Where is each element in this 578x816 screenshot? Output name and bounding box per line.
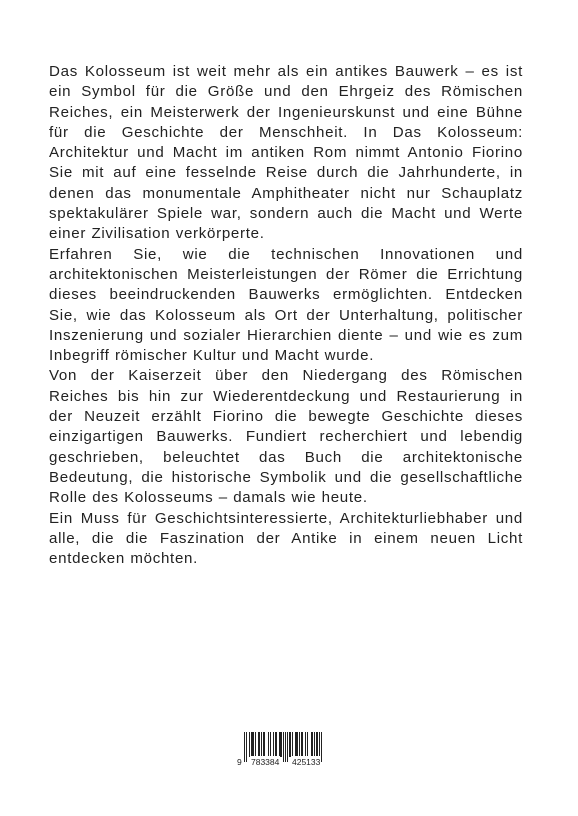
barcode-bar [251,732,254,757]
blurb-paragraph-3: Von der Kaiserzeit über den Niedergang des Römischen Reiches bis hin zur Wiederentdeckung und Restaurierung in der Neuzeit erzählt Fiorino die bewegte Geschichte dieses einzigartigen Bauwerks. Fundiert recherchiert und lebendig geschrieben, beleuchtet das Buch die architektonische Bedeutung, die historische Symbolik und die gesellschaftliche Rolle des Kolosseums – damals wie heute. [49,367,523,507]
blurb-paragraph-4: Ein Muss für Geschichtsinteressierte, Architekturliebhaber und alle, die die Faszination der Antike in einem neuen Licht entdecken möchten. [49,509,523,568]
barcode-bar [307,732,308,757]
blurb-paragraph-2: Erfahren Sie, wie die technischen Innovationen und architektonischen Meisterleistungen der Römer die Errichtung dieses beeindruckenden Bauwerks ermöglichten. Entdecken Sie, wie das Kolosseum als Ort der Unterhaltung, politischer Inszenierung und sozialer Hierarchien diente – und wie es zum Inbegriff römischer Kultur und Macht wurde. [49,245,523,365]
barcode-bar [268,732,269,757]
isbn-barcode [236,732,338,768]
barcode-bar [289,732,291,757]
barcode-bar [275,732,277,757]
barcode-digits-right: 425133 [292,757,321,767]
barcode-digits-left: 783384 [251,757,280,767]
barcode-bar [249,732,250,757]
barcode-bar [273,732,274,757]
blurb-paragraph-1: Das Kolosseum ist weit mehr als ein antikes Bauwerk – es ist ein Symbol für die Größe und den Ehrgeiz des Römischen Reiches, ein Meisterwerk der Ingenieurskunst und eine Bühne für die Geschichte der Menschheit. In Das Kolosseum: Architektur und Macht im antiken Rom nimmt Antonio Fiorino Sie mit auf eine fesselnde Reise durch die Jahrhunderte, in denen das monumentale Amphitheater nicht nur Schauplatz spektakulärer Spiele war, sondern auch die Macht und Werte einer Zivilisation verkörperte. [49,63,523,243]
barcode-bar [319,732,320,757]
barcode-bar [305,732,306,757]
barcode-bar [314,732,315,757]
barcode-bar [292,732,293,757]
barcode-digit-lead: 9 [237,757,242,767]
barcode-bar [263,732,265,757]
barcode-bar [299,732,300,757]
barcode-bar [258,732,260,757]
barcode-bar [311,732,313,757]
barcode-bar [301,732,303,757]
back-cover-blurb [49,62,523,569]
barcode-bar [255,732,256,757]
barcode-bar [270,732,271,757]
barcode-bar [295,732,298,757]
barcode-bar [279,732,282,757]
barcode-bar [261,732,262,757]
barcode-bar [316,732,318,757]
barcode-digits [236,756,338,768]
